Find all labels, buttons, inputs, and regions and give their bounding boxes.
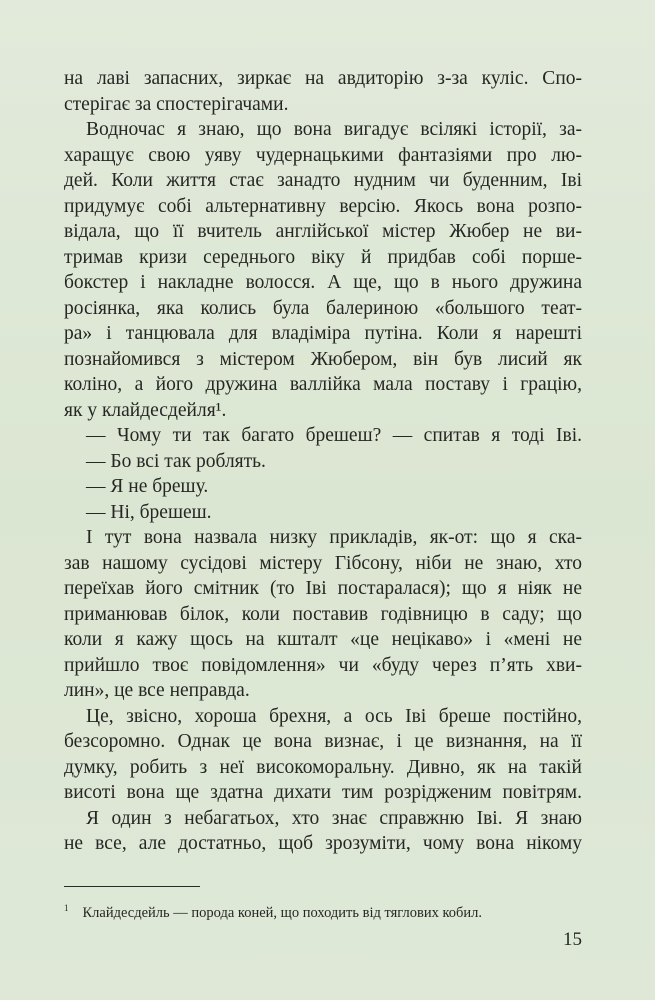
text-line: як у клайдесдейля¹.: [64, 399, 227, 421]
page-number: 15: [563, 929, 582, 950]
text-line: стерігає за спостерігачами.: [64, 93, 289, 115]
footnote: [64, 898, 582, 923]
text-line: харащує свою уяву чудернацькими фантазіями про лю-: [64, 144, 582, 166]
text-line: лин», це все неправда.: [64, 680, 250, 701]
text-line: Це, звісно, хороша брехня, а ось Іві бреше постійно,: [86, 705, 582, 727]
text-line: висоті вона ще здатна дихати тим розрідженим повітрям.: [64, 782, 582, 803]
text-line: дей. Коли життя стає занадто нудним чи буденним, Іві: [64, 170, 582, 191]
footnote-divider: [64, 886, 200, 887]
text-line: прийшло твоє повідомлення» чи «буду через п’ять хви-: [64, 654, 582, 676]
text-line: придумує собі альтернативну версію. Якось вона розпо-: [64, 195, 582, 217]
text-line: на лаві запасних, зиркає на авдиторію з-за куліс. Спо-: [64, 68, 582, 89]
text-line: познайомився з містером Жюбером, він був лисий як: [64, 348, 582, 370]
footnote-marker: 1: [64, 903, 69, 913]
text-line: бокстер і накладне волосся. А ще, що в нього дружина: [64, 272, 582, 293]
text-line: Водночас я знаю, що вона вигадує всілякі історії, за-: [86, 119, 582, 140]
text-line: думку, робить з неї високоморальну. Дивно, як на такій: [64, 756, 582, 778]
text-line: зав нашому сусідові містеру Гібсону, ніби не знаю, хто: [64, 552, 582, 574]
text-line: переїхав його смітник (то Іві постаралася); що я ніяк не: [64, 578, 582, 599]
text-line: приманював білок, коли поставив годівницю в саду; що: [64, 603, 582, 625]
text-line: коли я кажу щось на кшталт «це нецікаво» і «мені не: [64, 629, 582, 650]
text-line: росіянка, яка колись була балериною «большого теат-: [64, 297, 582, 319]
body-text: [64, 66, 582, 857]
text-line: не все, але достатньо, щоб зрозуміти, чому вона нікому: [64, 833, 582, 854]
text-line: відала, що її вчитель англійської містер Жюбер не ви-: [64, 221, 582, 242]
text-line: І тут вона назвала низку прикладів, як-от: що я ска-: [86, 527, 582, 548]
text-line: — Бо всі так роблять.: [86, 450, 266, 472]
text-line: ра» і танцювала для владіміра путіна. Коли я нарешті: [64, 323, 582, 344]
text-line: — Чому ти так багато брешеш? — спитав я тоді Іві.: [86, 425, 582, 446]
text-line: коліно, а його дружина валлійка мала поставу і грацію,: [64, 374, 582, 395]
footnote-text: Клайдесдейль — порода коней, що походить від тяглових кобил.: [82, 905, 483, 921]
text-line: — Я не брешу.: [86, 476, 209, 497]
text-line: безсоромно. Однак це вона визнає, і це визнання, на її: [64, 731, 582, 752]
text-line: — Ні, брешеш.: [86, 501, 212, 523]
text-line: тримав кризи середнього віку й придбав собі порше-: [64, 246, 582, 268]
text-line: Я один з небагатьох, хто знає справжню Іві. Я знаю: [86, 807, 582, 829]
